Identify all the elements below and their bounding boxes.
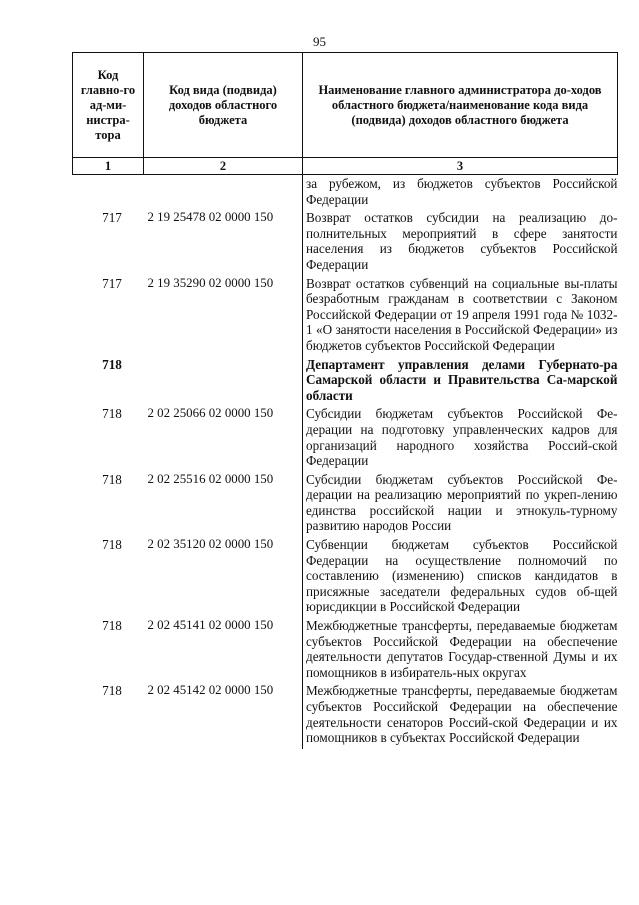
header-name: Наименование главного администратора до-ходов областного бюджета/наименование кода вида (подвида) доходов областного бюджета — [303, 53, 618, 158]
column-number-1: 1 — [73, 158, 144, 175]
income-code-cell: 2 02 25066 02 0000 150 — [147, 406, 274, 421]
table-row — [73, 276, 618, 357]
admin-code-cell: 717 — [102, 275, 122, 291]
admin-code-cell: 718 — [102, 406, 122, 422]
name-cell: Межбюджетные трансферты, передаваемые бюджетам субъектов Российской Федерации на обеспечение деятельности сенаторов Россий-ской Федерации и их помощников в субъектах Российской Федерации — [303, 683, 618, 748]
income-code-cell — [144, 175, 303, 211]
admin-code-cell: 717 — [102, 210, 122, 226]
admin-code-cell: 718 — [102, 471, 122, 487]
name-cell: Межбюджетные трансферты, передаваемые бюджетам субъектов Российской Федерации на обеспечение деятельности депутатов Государ-ственной Думы и их помощников в избиратель-ных округах — [303, 618, 618, 683]
income-code-cell: 2 02 35120 02 0000 150 — [147, 537, 274, 552]
admin-code-cell: 718 — [102, 356, 122, 372]
header-admin-code: Код главно-го ад-ми-нистра-тора — [73, 53, 144, 158]
name-cell: за рубежом, из бюджетов субъектов Российской Федерации — [303, 175, 618, 211]
admin-code-cell: 718 — [102, 537, 122, 553]
name-cell: Субвенции бюджетам субъектов Российской Федерации на осуществление полномочий по составлению (изменению) списков кандидатов в присяжные заседатели федеральных судов об-щей юрисдикции в Российской Федерации — [303, 537, 618, 618]
income-code-cell: 2 19 25478 02 0000 150 — [147, 210, 274, 225]
income-code-cell: 2 02 45141 02 0000 150 — [147, 618, 274, 633]
admin-code-cell: 718 — [102, 618, 122, 634]
income-code-cell: 2 02 45142 02 0000 150 — [147, 683, 274, 698]
column-number-3: 3 — [303, 158, 618, 175]
table-row — [73, 683, 618, 748]
admin-code-cell: 718 — [102, 683, 122, 699]
table-row — [73, 618, 618, 683]
admin-code-cell — [73, 175, 144, 211]
table-row-department — [73, 357, 618, 407]
name-cell: Субсидии бюджетам субъектов Российской Фе-дерации на подготовку управленческих кадров для организаций народного хозяйства Россий-ской Федерации — [303, 406, 618, 471]
table-row — [73, 210, 618, 275]
name-cell: Возврат остатков субсидии на реализацию до-полнительных мероприятий в сфере занятости населения из бюджетов субъектов Российской Федерации — [303, 210, 618, 275]
name-cell: Субсидии бюджетам субъектов Российской Фе-дерации на реализацию мероприятий по укреп-лению единства российской нации и этнокуль-турному развитию народов России — [303, 472, 618, 537]
income-code-cell: 2 19 35290 02 0000 150 — [147, 275, 274, 290]
name-cell: Возврат остатков субвенций на социальные вы-платы безработным гражданам в соответствии с Законом Российской Федерации от 19 апреля 1991 года № 1032-1 «О занятости населения в Российской Федерации» из бюджетов субъектов Российской Федерации — [303, 276, 618, 357]
table-header-row — [73, 53, 618, 158]
column-number-2: 2 — [144, 158, 303, 175]
table-row — [73, 472, 618, 537]
department-name-cell: Департамент управления делами Губернато-ра Самарской области и Правительства Са-марской области — [303, 357, 618, 407]
page-number: 95 — [313, 34, 326, 49]
income-code-cell: 2 02 25516 02 0000 150 — [147, 471, 274, 486]
header-income-code: Код вида (подвида) доходов областного бюджета — [144, 53, 303, 158]
table-row — [73, 406, 618, 471]
income-code-cell — [144, 357, 303, 407]
income-codes-table — [72, 52, 618, 749]
column-number-row — [73, 158, 618, 175]
table-row — [73, 537, 618, 618]
table-row — [73, 175, 618, 211]
